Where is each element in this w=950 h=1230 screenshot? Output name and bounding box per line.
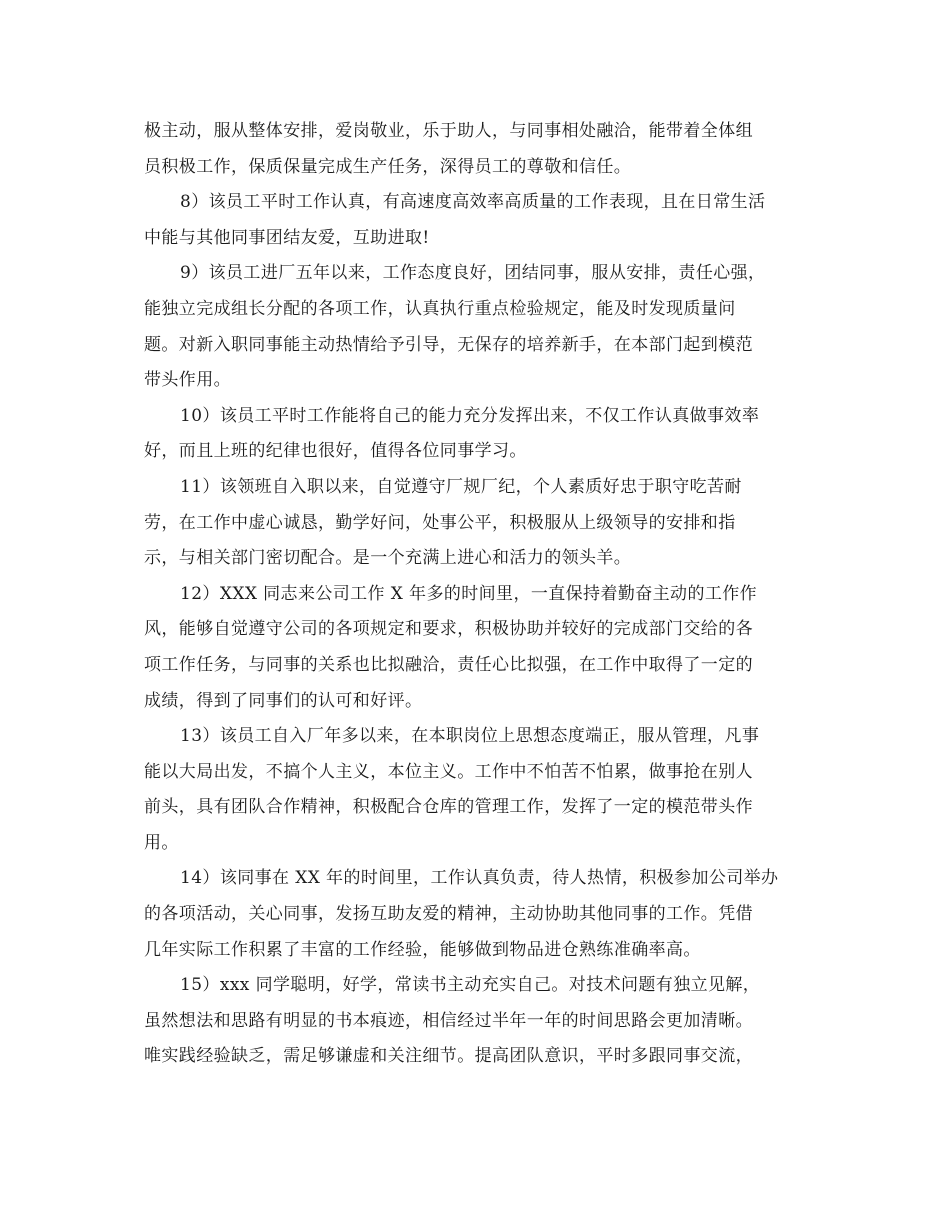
text-line: 14）该同事在 XX 年的时间里，工作认真负责，待人热情，积极参加公司举办 [180,868,779,889]
paragraph-11 [144,470,812,577]
paragraph-13 [144,719,812,861]
text-line: 8）该员工平时工作认真，有高速度高效率高质量的工作表现，且在日常生活 [180,192,766,213]
text-line: 能独立完成组长分配的各项工作，认真执行重点检验规定，能及时发现质量问 [144,298,736,319]
text-line: 示，与相关部门密切配合。是一个充满上进心和活力的领头羊。 [144,548,632,569]
paragraph-12 [144,577,812,719]
text-line: 虽然想法和思路有明显的书本痕迹，相信经过半年一年的时间思路会更加清晰。 [144,1010,753,1031]
paragraph-9 [144,256,812,398]
text-line: 带头作用。 [144,370,231,391]
text-line: 员积极工作，保质保量完成生产任务，深得员工的尊敬和信任。 [144,156,632,177]
text-line: 题。对新入职同事能主动热情给予引导，无保存的培养新手，在本部门起到模范 [144,334,753,355]
document-body [144,114,812,1075]
text-line: 唯实践经验缺乏，需足够谦虚和关注细节。提高团队意识，平时多跟同事交流， [144,1046,753,1067]
text-line: 12）XXX 同志来公司工作 X 年多的时间里，一直保持着勤奋主动的工作作 [180,583,758,604]
text-line: 15）xxx 同学聪明，好学，常读书主动充实自己。对技术问题有独立见解， [180,975,761,996]
paragraph-8 [144,185,812,256]
text-line: 风，能够自觉遵守公司的各项规定和要求，积极协助并较好的完成部门交给的各 [144,619,753,640]
text-line: 极主动，服从整体安排，爱岗敬业，乐于助人，与同事相处融洽，能带着全体组 [144,121,753,141]
text-line: 11）该领班自入职以来，自觉遵守厂规厂纪，个人素质好忠于职守吃苦耐 [180,476,742,497]
paragraph-10 [144,399,812,470]
text-line: 项工作任务，与同事的关系也比拟融洽，责任心比拟强，在工作中取得了一定的 [144,654,753,675]
paragraph-15 [144,968,812,1075]
text-line: 成绩，得到了同事们的认可和好评。 [144,690,423,711]
text-line: 13）该员工自入厂年多以来，在本职岗位上思想态度端正，服从管理，凡事 [180,726,760,747]
text-line: 前头，具有团队合作精神，积极配合仓库的管理工作，发挥了一定的模范带头作 [144,797,753,818]
paragraph-14 [144,861,812,968]
text-line: 的各项活动，关心同事，发扬互助友爱的精神，主动协助其他同事的工作。凭借 [144,904,753,925]
paragraph-7-continued [144,114,812,185]
text-line: 劳，在工作中虚心诚恳，勤学好问，处事公平，积极服从上级领导的安排和指 [144,512,736,533]
text-line: 几年实际工作积累了丰富的工作经验，能够做到物品进仓熟练准确率高。 [144,939,701,960]
text-line: 中能与其他同事团结友爱，互助进取! [144,227,430,248]
text-line: 能以大局出发，不搞个人主义，本位主义。工作中不怕苦不怕累，做事抢在别人 [144,761,753,782]
text-line: 好，而且上班的纪律也很好，值得各位同事学习。 [144,441,527,462]
text-line: 10）该员工平时工作能将自己的能力充分发挥出来，不仅工作认真做事效率 [180,405,760,426]
text-line: 9）该员工进厂五年以来，工作态度良好，团结同事，服从安排，责任心强， [180,263,766,284]
text-line: 用。 [144,832,179,853]
